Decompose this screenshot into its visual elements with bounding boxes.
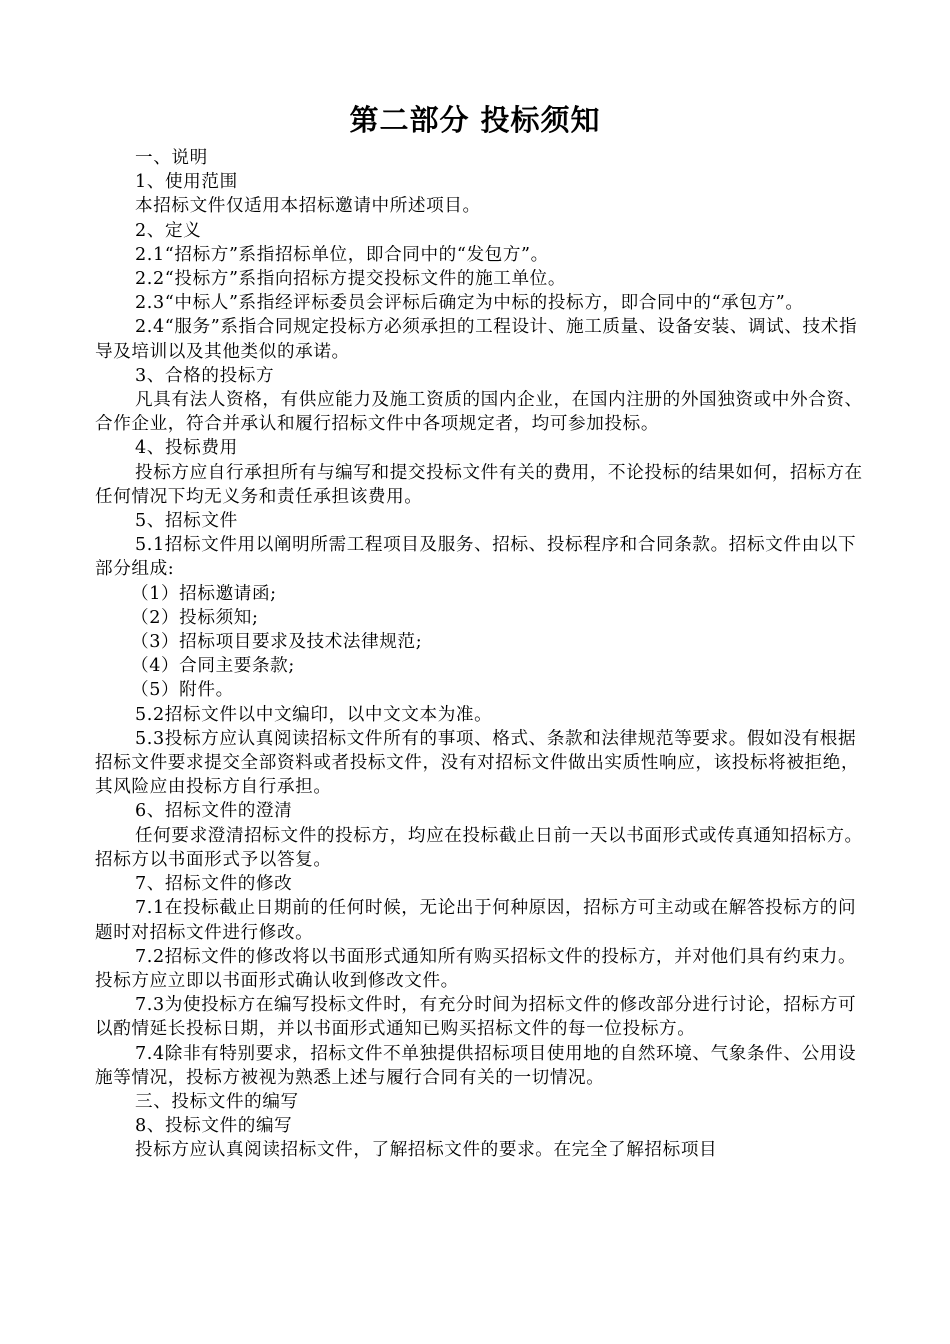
page-title: 第二部分 投标须知 [349,103,601,137]
paragraph: 7.1在投标截止日期前的任何时候，无论出于何种原因，招标方可主动或在解答投标方的问题时对招标文件进行修改。 [95,898,857,943]
paragraph: 任何要求澄清招标文件的投标方，均应在投标截止日前一天以书面形式或传真通知招标方。招标方以书面形式予以答复。 [95,825,863,870]
paragraph: 投标方应认真阅读招标文件，了解招标文件的要求。在完全了解招标项目 [135,1140,718,1161]
list-item: （4）合同主要条款; [131,656,295,677]
paragraph: 本招标文件仅适用本招标邀请中所述项目。 [135,196,481,217]
paragraph: 7.4除非有特别要求，招标文件不单独提供招标项目使用地的自然环境、气象条件、公用设施等情况，投标方被视为熟悉上述与履行合同有关的一切情况。 [95,1043,857,1088]
list-item: （5）附件。 [131,680,234,701]
paragraph: 2.4“服务”系指合同规定投标方必须承担的工程设计、施工质量、设备安装、调试、技术指导及培训以及其他类似的承诺。 [95,317,858,362]
subsection-heading: 4、投标费用 [135,438,238,459]
subsection-heading: 6、招标文件的澄清 [135,801,293,822]
paragraph: 投标方应自行承担所有与编写和提交投标文件有关的费用，不论投标的结果如何，招标方在任何情况下均无义务和责任承担该费用。 [95,462,863,507]
paragraph: 7.2招标文件的修改将以书面形式通知所有购买招标文件的投标方，并对他们具有约束力。投标方应立即以书面形式确认收到修改文件。 [95,946,857,991]
list-item: （1）招标邀请函; [131,583,277,604]
paragraph: 5.3投标方应认真阅读招标文件所有的事项、格式、条款和法律规范等要求。假如没有根据招标文件要求提交全部资料或者投标文件，没有对招标文件做出实质性响应，该投标将被拒绝，其风险应由投标方自行承担。 [95,728,860,798]
subsection-heading: 7、招标文件的修改 [135,874,293,895]
section-heading: 一、说明 [135,148,208,168]
subsection-heading: 1、使用范围 [135,172,238,193]
paragraph: 2.2“投标方”系指向招标方提交投标文件的施工单位。 [135,269,567,290]
list-item: （2）投标须知; [131,607,259,628]
subsection-heading: 8、投标文件的编写 [135,1116,293,1137]
list-item: （3）招标项目要求及技术法律规范; [131,632,423,653]
subsection-heading: 3、合格的投标方 [135,365,275,386]
paragraph: 7.3为使投标方在编写投标文件时，有充分时间为招标文件的修改部分进行讨论，招标方可以酌情延长投标日期，并以书面形式通知已购买招标文件的每一位投标方。 [95,995,857,1040]
paragraph: 5.1招标文件用以阐明所需工程项目及服务、招标、投标程序和合同条款。招标文件由以下部分组成: [95,535,857,580]
paragraph: 5.2招标文件以中文编印，以中文文本为准。 [135,704,493,725]
section-heading: 三、投标文件的编写 [135,1091,299,1112]
paragraph: 凡具有法人资格，有供应能力及施工资质的国内企业，在国内注册的外国独资或中外合资、合作企业，符合并承认和履行招标文件中各项规定者，均可参加投标。 [95,390,863,435]
subsection-heading: 5、招标文件 [135,511,238,532]
subsection-heading: 2、定义 [135,220,202,241]
paragraph: 2.1“招标方”系指招标单位，即合同中的“发包方”。 [135,244,549,265]
document-body [95,146,865,1163]
paragraph: 2.3“中标人”系指经评标委员会评标后确定为中标的投标方，即合同中的“承包方”。 [135,293,804,314]
